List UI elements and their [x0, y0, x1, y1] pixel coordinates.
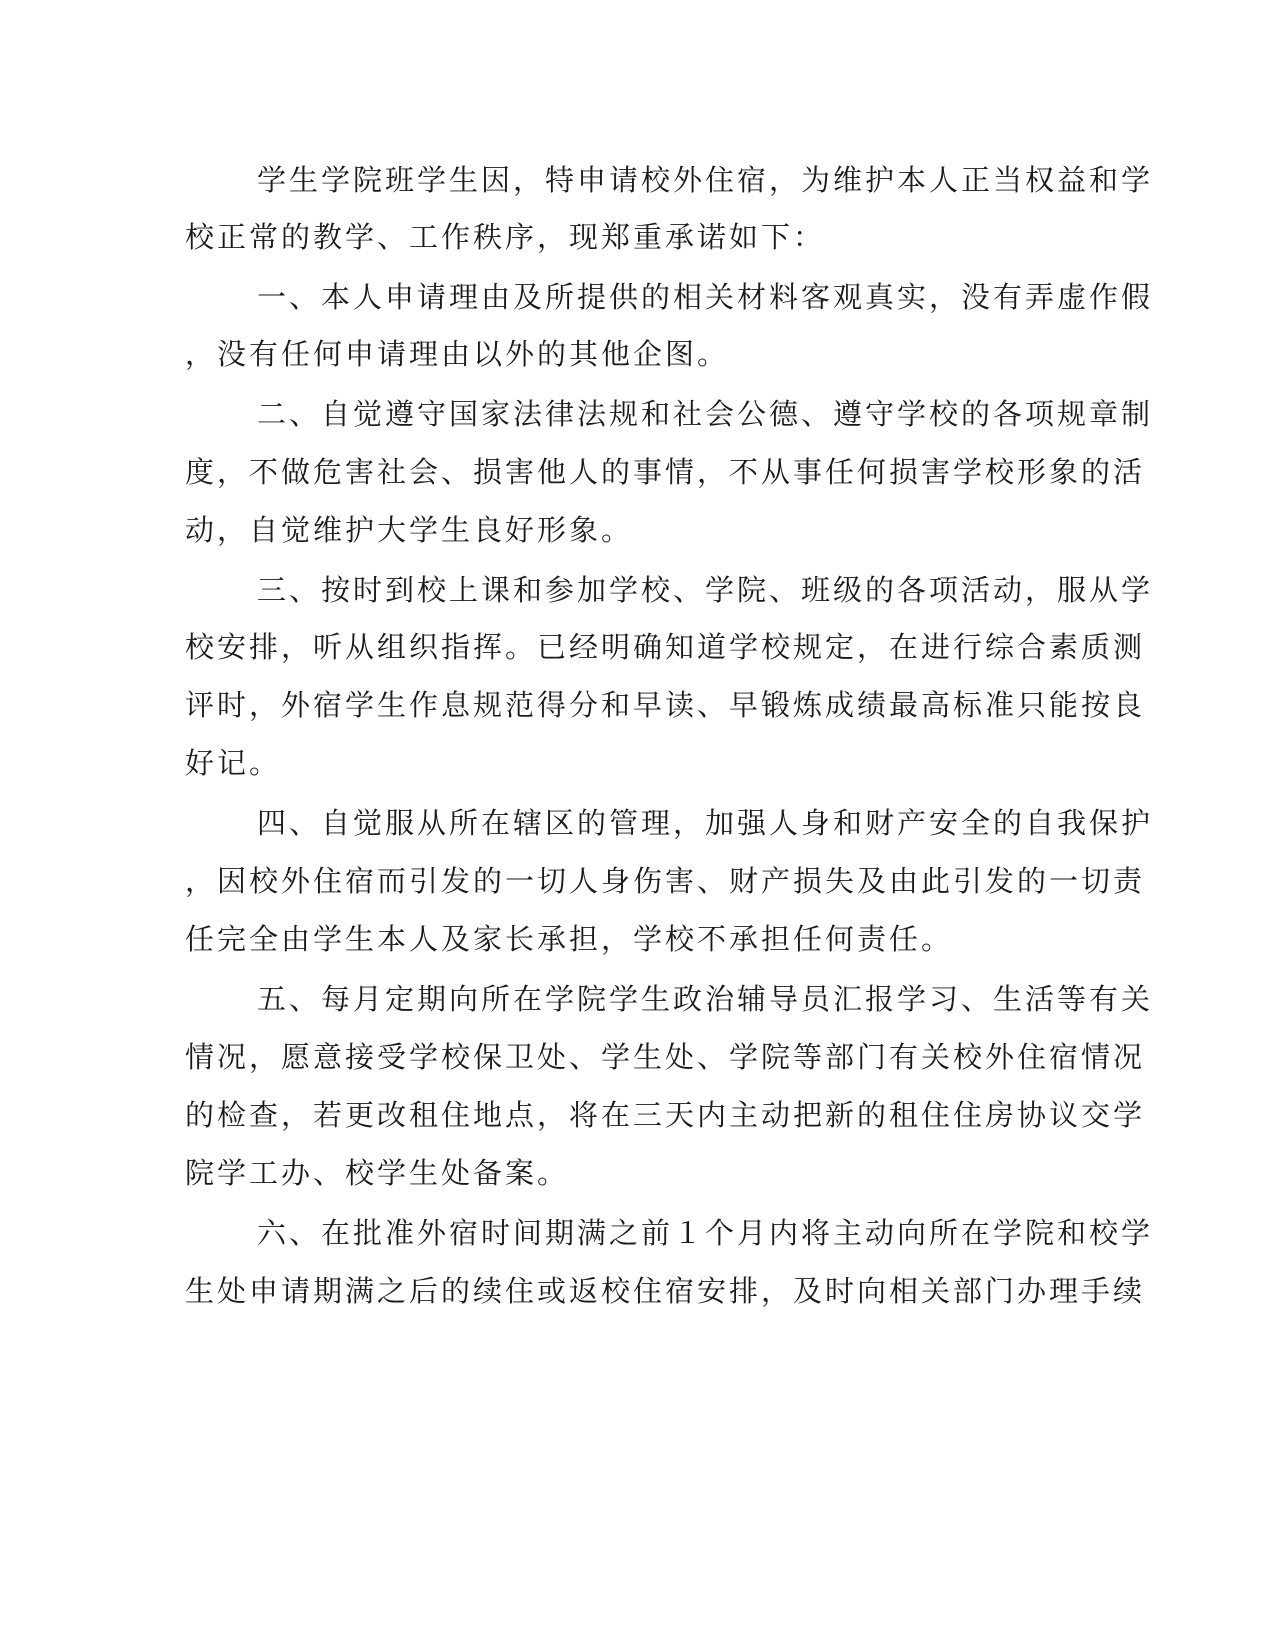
text-line: ，没有任何申请理由以外的其他企图。 [185, 337, 730, 371]
text-line: 情况，愿意接受学校保卫处、学生处、学院等部门有关校外住宿情况 [185, 1040, 1146, 1074]
text-line: 生处申请期满之后的续住或返校住宿安排，及时向相关部门办理手续 [185, 1274, 1146, 1308]
text-line: 三、按时到校上课和参加学校、学院、班级的各项活动，服从学 [257, 573, 1154, 607]
text-line: 度，不做危害社会、损害他人的事情，不从事任何损害学校形象的活 [185, 455, 1146, 489]
text-line: 一、本人申请理由及所提供的相关材料客观真实，没有弄虚作假 [257, 280, 1154, 314]
text-line: 任完全由学生本人及家长承担，学校不承担任何责任。 [185, 922, 954, 956]
text-line: 好记。 [185, 746, 282, 780]
text-line: 的检查，若更改租住地点，将在三天内主动把新的租住住房协议交学 [185, 1098, 1146, 1132]
text-line: 校正常的教学、工作秩序，现郑重承诺如下： [185, 220, 826, 254]
text-line: 校安排，听从组织指挥。已经明确知道学校规定，在进行综合素质测 [185, 630, 1146, 664]
text-line: 院学工办、校学生处备案。 [185, 1156, 570, 1190]
text-line: 五、每月定期向所在学院学生政治辅导员汇报学习、生活等有关 [257, 982, 1154, 1016]
text-line: ，因校外住宿而引发的一切人身伤害、财产损失及由此引发的一切责 [185, 864, 1146, 898]
text-line: 四、自觉服从所在辖区的管理，加强人身和财产安全的自我保护 [257, 806, 1154, 840]
text-line: 学生学院班学生因，特申请校外住宿，为维护本人正当权益和学 [257, 163, 1154, 197]
text-line: 二、自觉遵守国家法律法规和社会公德、遵守学校的各项规章制 [257, 397, 1154, 431]
text-line: 六、在批准外宿时间期满之前１个月内将主动向所在学院和校学 [257, 1216, 1154, 1250]
text-line: 动，自觉维护大学生良好形象。 [185, 513, 634, 547]
text-line: 评时，外宿学生作息规范得分和早读、早锻炼成绩最高标准只能按良 [185, 688, 1146, 722]
